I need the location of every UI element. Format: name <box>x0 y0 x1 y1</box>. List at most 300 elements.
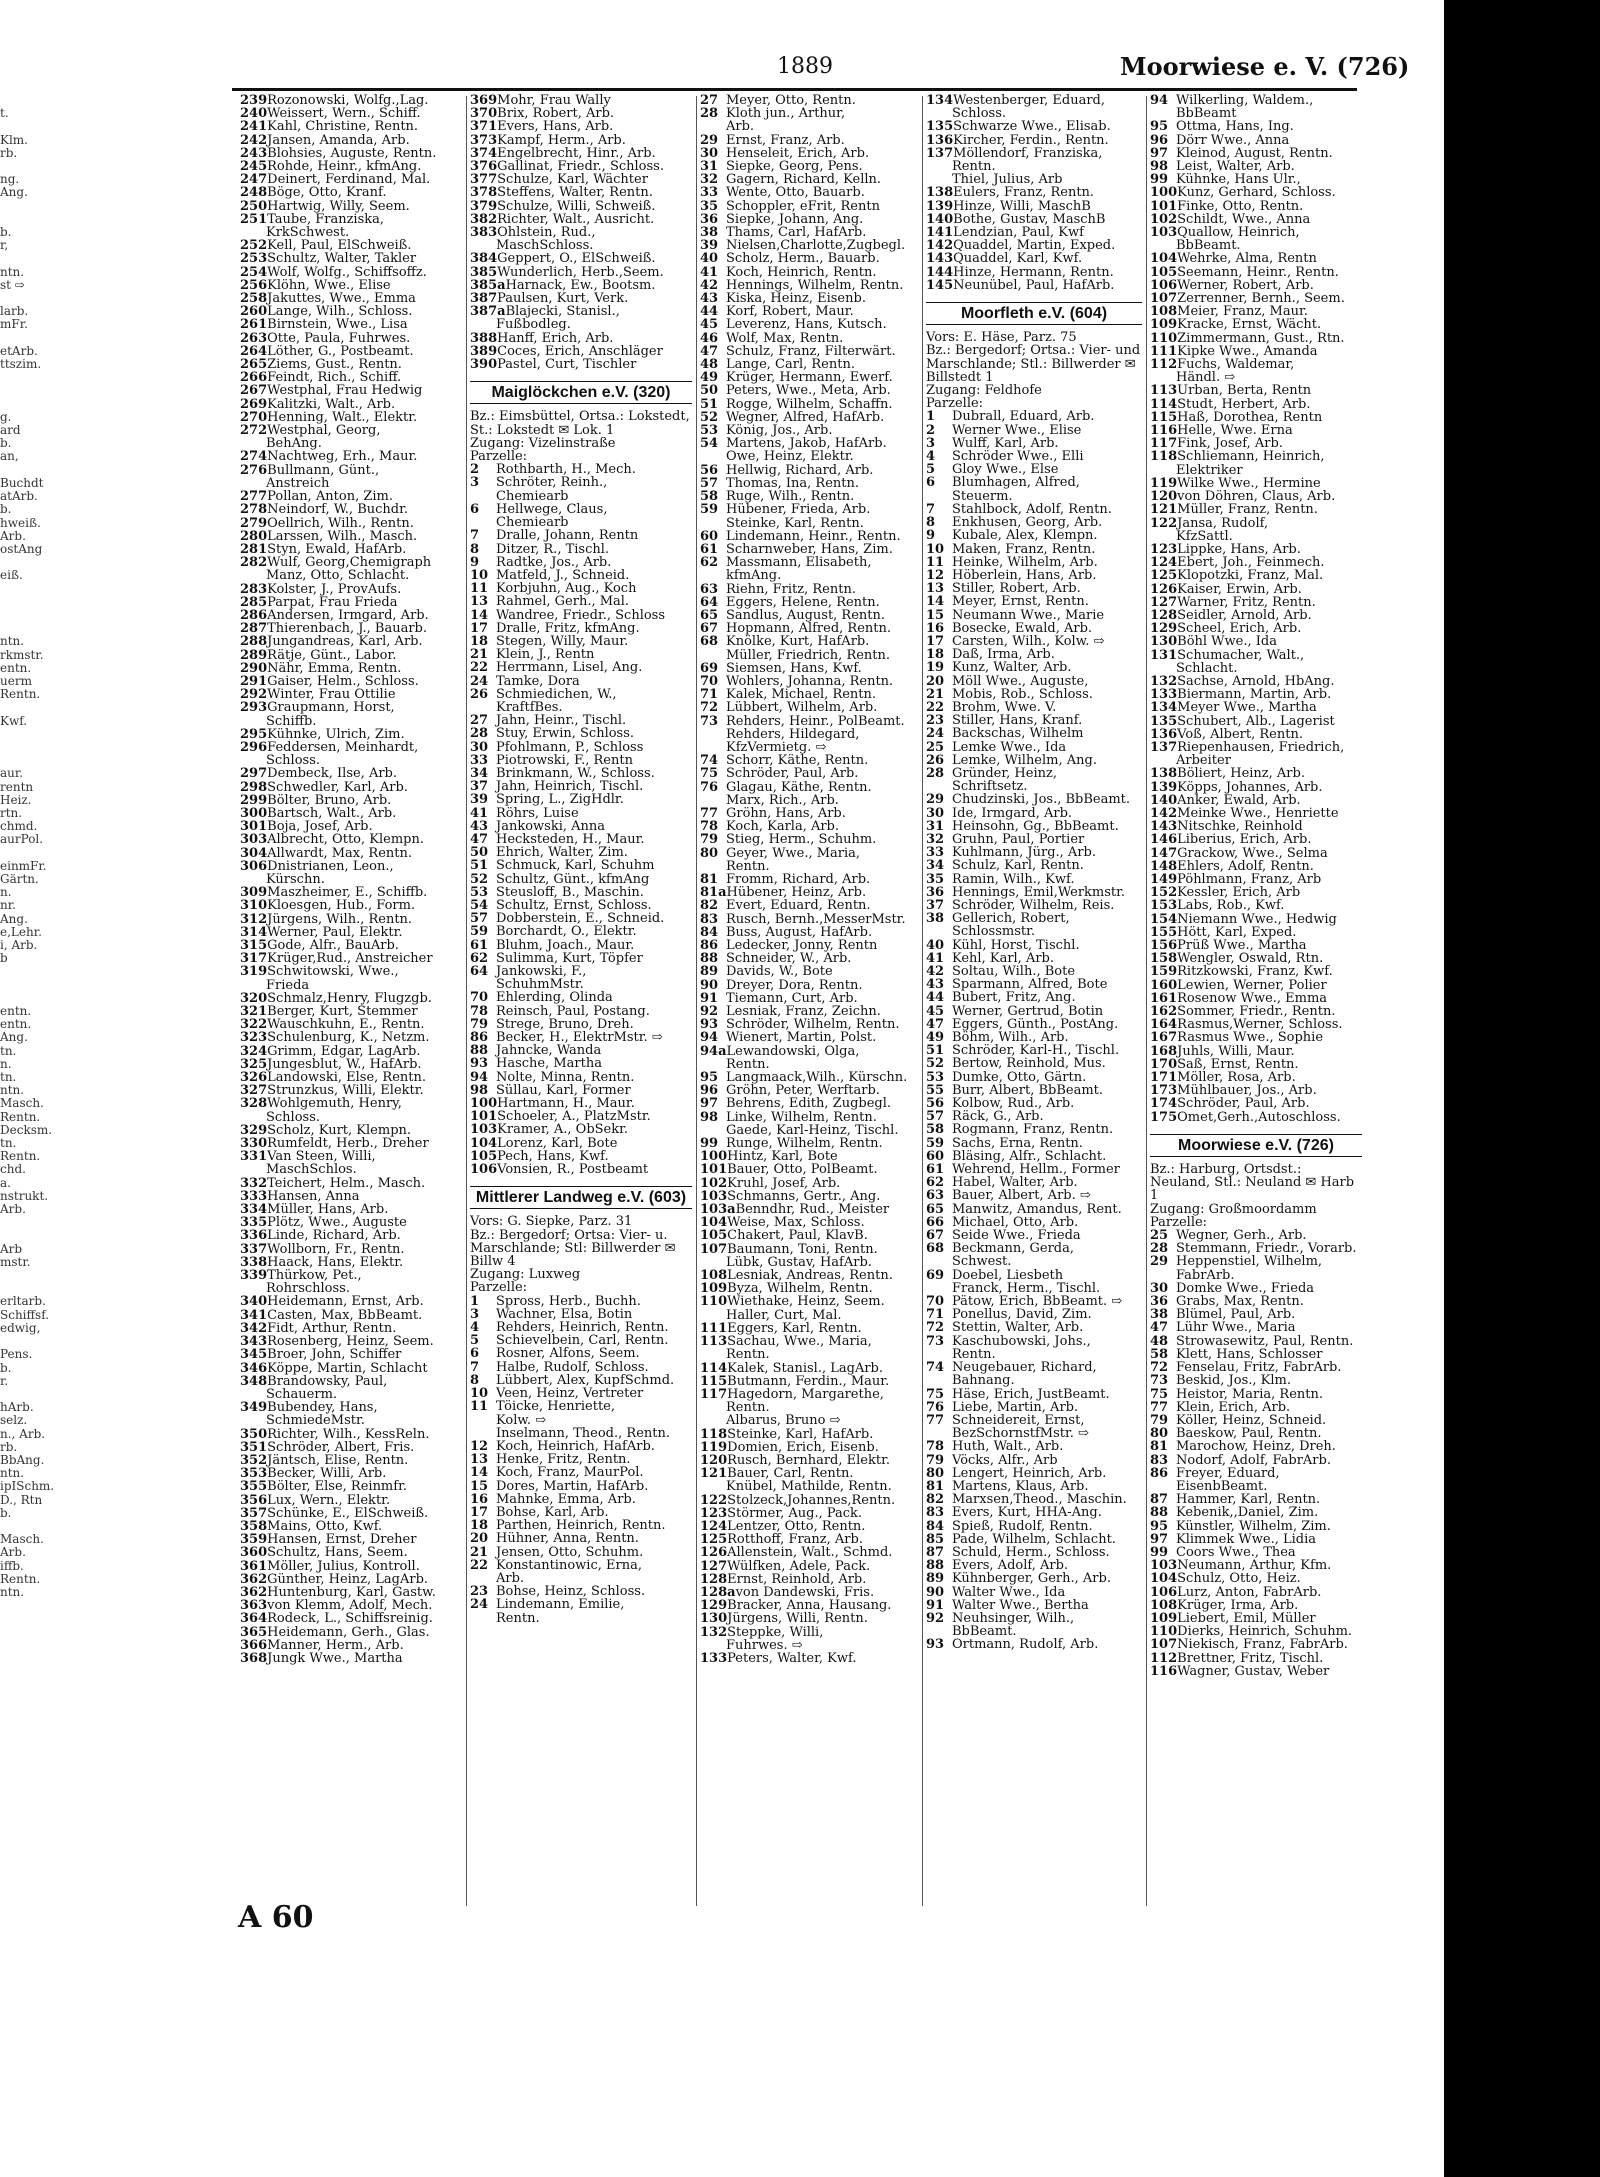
entry-text: Habel, Walter, Arb. <box>952 1175 1078 1191</box>
entry-text: Wülfken, Adele, Pack. <box>727 1558 871 1574</box>
section-title-mittlerer-landweg: Mittlerer Landweg e.V. (603) <box>470 1186 692 1209</box>
entry-text: Hött, Karl, Exped. <box>1177 924 1297 940</box>
strip-fragment: hweiß. <box>0 515 41 530</box>
parcel-number: 81a <box>700 885 727 901</box>
parcel-number: 17 <box>926 633 945 649</box>
entry-text: Fromm, Richard, Arb. <box>726 871 871 887</box>
parcel-number: 127 <box>700 1558 728 1574</box>
parcel-number: 2 <box>470 462 480 478</box>
entry-text: Maken, Franz, Rentn. <box>952 541 1096 557</box>
entry-text: Lentzer, Otto, Rentn. <box>727 1518 866 1534</box>
entry-text: Lewandowski, Olga, <box>726 1043 860 1059</box>
parcel-number: 320 <box>240 990 268 1006</box>
entry-text: Radtke, Jos., Arb. <box>496 554 612 570</box>
entry-text: Strege, Bruno, Dreh. <box>496 1016 634 1032</box>
parcel-number: 332 <box>240 1175 268 1191</box>
parcel-number: 127 <box>1150 594 1178 610</box>
entry-text: Siemsen, Hans, Kwf. <box>726 660 862 676</box>
entry-text: Becker, Willi, Arb. <box>267 1466 387 1482</box>
parcel-number: 83 <box>926 1505 945 1521</box>
parcel-number: 330 <box>240 1136 268 1152</box>
entry-text: Bubendey, Hans, <box>267 1400 378 1416</box>
entry-text: Rentn. <box>726 858 770 874</box>
parcel-number: 133 <box>1150 687 1178 703</box>
entry-text: Matfeld, J., Schneid. <box>496 567 630 583</box>
entry-text: Hansen, Ernst, Dreher <box>267 1532 417 1548</box>
entry-text: Pollan, Anton, Zim. <box>267 489 393 505</box>
entry-text: Richter, Walt., Ausricht. <box>497 211 655 227</box>
entry-text: Pfohlmann, P., Schloss <box>496 739 644 755</box>
column-4 <box>926 94 1142 1652</box>
strip-fragment: tn. <box>0 1070 17 1085</box>
entry-text: Kloesgen, Hub., Form. <box>267 898 416 914</box>
parcel-number: 96 <box>1150 132 1169 148</box>
entry-text: Inselmann, Theod., Rentn. <box>496 1425 670 1441</box>
entry-text: Rasmus,Werner, Schloss. <box>1177 1017 1343 1033</box>
parcel-number: 88 <box>1150 1505 1169 1521</box>
entry-text: FabrArb. <box>1176 1267 1235 1283</box>
entry-text: Wauschkuhn, E., Rentn. <box>267 1017 425 1033</box>
entry-text: Rusch, Bernh.,MesserMstr. <box>726 911 906 927</box>
parcel-number: 28 <box>470 726 489 742</box>
entry-text: Wente, Otto, Bauarb. <box>726 185 865 201</box>
entry-text: Sulimma, Kurt, Töpfer <box>496 950 643 966</box>
parcel-number: 54 <box>700 436 719 452</box>
parcel-number: 336 <box>240 1228 268 1244</box>
entry-text: Ebert, Joh., Feinmech. <box>1177 555 1325 571</box>
parcel-number: 168 <box>1150 1043 1178 1059</box>
entry-text: Heidemann, Gerh., Glas. <box>267 1624 430 1640</box>
parcel-number: 30 <box>1150 1280 1169 1296</box>
entry-text: Bohse, Heinz, Schloss. <box>496 1584 646 1600</box>
entry-text: Krüger, Irma, Arb. <box>1177 1597 1299 1613</box>
entry-text: Bauer, Carl, Rentn. <box>727 1466 854 1482</box>
entry-text: Ledecker, Jonny, Rentn <box>726 938 878 953</box>
parcel-number: 41 <box>470 805 489 821</box>
entry-text: Harnack, Ew., Bootsm. <box>505 277 656 293</box>
parcel-number: 362 <box>240 1571 268 1587</box>
parcel-number: 108 <box>700 1268 728 1284</box>
parcel-number: 117 <box>1150 436 1178 452</box>
parcel-number: 29 <box>700 132 719 148</box>
entry-text: Manz, Otto, Schlacht. <box>266 568 410 584</box>
entry-text: Seide Wwe., Frieda <box>952 1228 1081 1244</box>
parcel-number: 314 <box>240 924 268 940</box>
parcel-number: 281 <box>240 541 268 557</box>
entry-text: Ernst, Reinhold, Arb. <box>727 1571 867 1587</box>
entry-text: Rahmel, Gerh., Mal. <box>496 594 630 610</box>
entry-text: Krüger, Hermann, Ewerf. <box>726 370 893 386</box>
entry-text: Fidt, Arthur, Rentn. <box>267 1320 397 1336</box>
entry-text: Maszheimer, E., Schiffb. <box>267 885 428 901</box>
entry-text: Borchardt, O., Elektr. <box>496 924 637 940</box>
parcel-number: 101 <box>470 1109 498 1125</box>
parcel-number: 45 <box>700 317 719 333</box>
entry-text: Schriftsetz. <box>952 779 1028 795</box>
parcel-number: 47 <box>470 831 489 847</box>
entry-text: Stuy, Erwin, Schloss. <box>496 726 635 742</box>
entry-text: Löther, G., Postbeamt. <box>267 343 414 359</box>
parcel-number: 337 <box>240 1241 268 1257</box>
entry-text: Pätow, Erich, BbBeamt. ⇨ <box>952 1294 1123 1310</box>
parcel-number: 136 <box>1150 726 1178 742</box>
entry-text: Grackow, Wwe., Selma <box>1177 845 1328 861</box>
parcel-number: 24 <box>470 1597 489 1613</box>
entry-text: Rentn. <box>726 1347 770 1363</box>
entry-text: Ritzkowski, Franz, Kwf. <box>1177 964 1333 980</box>
parcel-number: 86 <box>470 1030 489 1046</box>
entry-text: Grimm, Edgar, LagArb. <box>267 1043 421 1059</box>
section-info: Bz.: Harburg, Ortsdst.: Neuland, Stl.: Neuland ✉ Harb 1 <box>1150 1162 1355 1204</box>
entry-text: Werner Wwe., Elise <box>952 422 1082 438</box>
list-item <box>240 1652 462 1665</box>
strip-fragment <box>0 1269 40 1282</box>
strip-fragment: eiß. <box>0 568 23 583</box>
entry-text: Herrmann, Lisel, Ang. <box>496 660 643 676</box>
parcel-number: 126 <box>700 1545 728 1561</box>
entry-text: Gellerich, Robert, <box>952 911 1070 927</box>
parcel-number: 328 <box>240 1096 268 1112</box>
parcel-number: 42 <box>926 964 945 979</box>
entry-text: Byza, Wilhelm, Rentn. <box>727 1281 873 1297</box>
entry-text: Spross, Herb., Buchh. <box>496 1293 641 1309</box>
entry-text: Mobis, Rob., Schloss. <box>952 686 1093 702</box>
parcel-number: 21 <box>470 647 489 663</box>
parcel-number: 106 <box>470 1162 498 1178</box>
strip-fragment <box>0 583 40 596</box>
entry-text: Omet,Gerh.,Autoschloss. <box>1177 1109 1341 1125</box>
entry-text: Glagau, Käthe, Rentn. <box>726 779 872 795</box>
parcel-number: 331 <box>240 1149 268 1165</box>
parcel-number: 8 <box>926 515 936 531</box>
entry-text: Thiel, Julius, Arb <box>952 172 1063 188</box>
parcel-number: 384 <box>470 251 498 267</box>
strip-fragment: ntn. <box>0 1083 25 1098</box>
parcel-number: 55 <box>926 1082 945 1098</box>
parcel-number: 126 <box>1150 581 1178 597</box>
parcel-number: 44 <box>926 990 945 1006</box>
parcel-number: 326 <box>240 1070 268 1086</box>
entry-text: Hansen, Anna <box>267 1188 360 1204</box>
entry-text: Oellrich, Wilh., Rentn. <box>267 515 414 531</box>
parcel-number: 122 <box>700 1492 728 1508</box>
entry-text: Feindt, Rich., Schiff. <box>267 370 402 386</box>
entry-text: Lange, Carl, Rentn. <box>726 357 855 373</box>
entry-text: Kipke Wwe., Amanda <box>1177 343 1318 359</box>
entry-text: SchuhmMstr. <box>496 977 584 993</box>
entries-moorfleth <box>926 410 1142 1651</box>
entry-text: Ehlers, Adolf, Rentn. <box>1177 858 1314 874</box>
parcel-number: 76 <box>926 1399 945 1415</box>
parcel-number: 256 <box>240 277 268 293</box>
entry-text: Owe, Heinz, Elektr. <box>726 449 854 465</box>
parcel-number: 304 <box>240 845 268 861</box>
entry-text: Kehl, Karl, Arb. <box>952 950 1055 966</box>
entry-text: KrkSchwest. <box>266 225 350 241</box>
entry-text: Lippke, Hans, Arb. <box>1177 541 1301 557</box>
entry-text: Broer, John, Schiffer <box>267 1347 402 1363</box>
parcel-number: 129 <box>1150 621 1178 637</box>
parcel-number: 62 <box>926 1175 945 1191</box>
entry-text: Steinke, Karl, HafArb. <box>727 1426 874 1442</box>
entry-text: Juhls, Willi, Maur. <box>1177 1043 1295 1059</box>
entry-text: Chakert, Paul, KlavB. <box>727 1228 868 1244</box>
section-zugang: Zugang: Luxweg <box>470 1267 581 1283</box>
entries-mittlerer-landweg <box>470 1295 692 1625</box>
parcel-number: 71 <box>926 1307 945 1323</box>
entry-text: Schulenburg, K., Netzm. <box>267 1030 430 1046</box>
entry-text: Schorr, Käthe, Rentn. <box>726 753 869 769</box>
parcel-number: 119 <box>1150 475 1178 491</box>
strip-fragment: D., Rtn <box>0 1492 43 1507</box>
entry-text: Rotthoff, Franz, Arb. <box>727 1532 863 1548</box>
parcel-number: 109 <box>700 1281 728 1297</box>
entry-text: Gallinat, Friedr., Schloss. <box>497 159 664 175</box>
entry-text: Nähr, Emma, Rentn. <box>267 660 402 676</box>
section-zugang: Zugang: Großmoordamm <box>1150 1201 1317 1217</box>
parcel-number: 242 <box>240 132 268 148</box>
parcel-number: 52 <box>700 409 719 425</box>
parcel-number: 342 <box>240 1320 268 1336</box>
entry-text: Kühnke, Hans Ulr., <box>1176 172 1301 188</box>
entry-text: Blumhagen, Alfred, <box>952 475 1080 491</box>
entry-text: Koch, Karla, Arb. <box>726 819 840 835</box>
parcel-number: 79 <box>1150 1412 1169 1428</box>
entry-text: Ponellus, David, Zim. <box>952 1307 1092 1323</box>
entry-text: Koch, Heinrich, HafArb. <box>496 1438 655 1454</box>
parcel-number: 99 <box>1150 172 1169 188</box>
entry-text: Biermann, Martin, Arb. <box>1177 687 1332 703</box>
parcel-number: 60 <box>700 528 719 544</box>
entry-text: Töicke, Henriette, <box>496 1399 616 1415</box>
parcel-number: 99 <box>1150 1544 1169 1560</box>
entry-text: Wehrend, Hellm., Former <box>952 1162 1120 1178</box>
entry-text: Hecksteden, H., Maur. <box>496 831 645 847</box>
entry-text: Heistor, Maria, Rentn. <box>1176 1386 1323 1402</box>
entry-text: Jürgens, Willi, Rentn. <box>727 1611 868 1627</box>
entry-text: Rodeck, L., Schiffsreinig. <box>267 1611 433 1627</box>
entry-text: Sandlus, August, Rentn. <box>726 607 886 623</box>
parcel-number: 128 <box>700 1571 728 1587</box>
entry-text: Schloss. <box>266 753 321 769</box>
parcel-number: 285 <box>240 594 268 610</box>
entry-text: Thams, Carl, HafArb. <box>726 225 867 241</box>
parcel-number: 103 <box>1150 1558 1178 1574</box>
parcel-number: 50 <box>700 383 719 399</box>
list-item <box>470 1163 692 1176</box>
entry-text: Domke Wwe., Frieda <box>1176 1280 1315 1296</box>
entry-text: Jakuttes, Wwe., Emma <box>267 291 416 307</box>
strip-fragment: ng. <box>0 172 20 187</box>
strip-fragment <box>0 398 40 411</box>
entry-text: Dierks, Heinrich, Schuhm. <box>1177 1624 1353 1640</box>
parcel-number: 310 <box>240 898 268 914</box>
entry-text: Richter, Wilh., KessReln. <box>267 1426 430 1442</box>
parcel-number: 121 <box>700 1466 728 1482</box>
entry-text: Rehders, Heinr., PolBeamt. <box>726 713 905 729</box>
entry-text: SchmiedeMstr. <box>266 1413 365 1429</box>
strip-fragment: Kwf. <box>0 713 28 728</box>
entry-text: Stiller, Hans, Kranf. <box>952 713 1083 729</box>
entry-text: Rentn. <box>726 1400 770 1416</box>
parcel-number: 91 <box>700 990 719 1006</box>
parcel-number: 374 <box>470 145 498 161</box>
parcel-number: 258 <box>240 291 268 307</box>
adjacent-page-strip <box>0 94 55 1599</box>
entry-text: Marochow, Heinz, Dreh. <box>1176 1439 1336 1455</box>
entry-text: Bosecke, Ewald, Arb. <box>952 620 1093 636</box>
entry-text: Arb. <box>726 119 755 135</box>
parcel-number: 317 <box>240 951 268 967</box>
entry-text: Landowski, Else, Rentn. <box>267 1070 427 1086</box>
entry-text: Ortmann, Rudolf, Arb. <box>952 1637 1099 1653</box>
entry-text: Kloth jun., Arthur, <box>726 106 846 122</box>
entry-text: Westenberger, Eduard, <box>953 93 1105 108</box>
entry-text: Huth, Walt., Arb. <box>952 1439 1064 1455</box>
entry-text: Steffens, Walter, Rentn. <box>497 185 653 201</box>
entry-text: Werner, Gertrud, Botin <box>952 1003 1104 1019</box>
entry-text: Bullmann, Günt., <box>267 462 380 478</box>
parcel-number: 22 <box>926 699 945 715</box>
strip-fragment: Ang. <box>0 911 28 926</box>
parcel-number: 64 <box>470 964 489 979</box>
entry-text: Kircher, Ferdin., Rentn. <box>953 132 1109 148</box>
parcel-number: 115 <box>700 1373 728 1389</box>
parcel-number: 174 <box>1150 1096 1178 1112</box>
parcel-number: 30 <box>700 145 719 161</box>
entry-text: Ziems, Gust., Rentn. <box>267 357 402 373</box>
strip-fragment <box>0 847 40 860</box>
entry-text: Ohlstein, Rud., <box>497 225 596 241</box>
strip-fragment: Ang. <box>0 1030 28 1045</box>
entry-text: Rogmann, Franz, Rentn. <box>952 1122 1114 1138</box>
parcel-number: 16 <box>470 1491 489 1507</box>
parcel-number: 105 <box>470 1148 498 1164</box>
entry-text: Schmiedichen, W., <box>496 686 617 702</box>
entry-text: Seidler, Arnold, Arb. <box>1177 607 1312 623</box>
parcel-number: 70 <box>700 673 719 689</box>
parcel-number: 349 <box>240 1400 268 1416</box>
strip-fragment: Arb. <box>0 528 26 543</box>
header-rule <box>232 88 1357 91</box>
parcel-number: 154 <box>1150 911 1178 927</box>
entry-text: Martens, Jakob, HafArb. <box>726 436 887 452</box>
entry-text: Rusch, Bernhard, Elektr. <box>727 1452 891 1468</box>
strip-fragment <box>0 728 40 741</box>
entry-text: Klein, Erich, Arb. <box>1176 1399 1291 1415</box>
parcel-number: 47 <box>700 343 719 359</box>
parcel-number: 141 <box>926 225 954 241</box>
parcel-number: 145 <box>926 277 954 293</box>
parcel-number: 31 <box>926 818 945 834</box>
parcel-number: 79 <box>470 1016 489 1032</box>
parcel-number: 53 <box>700 423 719 439</box>
entry-text: Butmann, Ferdin., Maur. <box>727 1373 890 1389</box>
parcel-number: 325 <box>240 1056 268 1072</box>
entry-text: Böhm, Wilh., Arb. <box>952 1030 1069 1046</box>
parcel-number: 32 <box>700 172 719 188</box>
entry-text: Häse, Erich, JustBeamt. <box>952 1386 1110 1402</box>
parcel-number: 81 <box>700 871 719 887</box>
parcel-number: 89 <box>926 1571 945 1587</box>
strip-fragment: Arb. <box>0 1545 26 1560</box>
entry-text: Lübbert, Wilhelm, Arb. <box>726 700 878 716</box>
entry-text: Marx, Rich., Arb. <box>726 792 839 808</box>
entry-text: Halbe, Rudolf, Schloss. <box>496 1359 649 1375</box>
strip-fragment <box>0 979 40 992</box>
parcel-number: 24 <box>926 726 945 742</box>
entry-text: BezSchornstfMstr. ⇨ <box>952 1426 1089 1442</box>
parcel-number: 93 <box>470 1056 489 1072</box>
parcel-number: 63 <box>926 1188 945 1204</box>
strip-fragment: st ⇨ <box>0 277 25 292</box>
entry-text: Stegen, Willy, Maur. <box>496 633 629 649</box>
parcel-number: 111 <box>700 1320 728 1336</box>
parcel-number: 170 <box>1150 1056 1178 1072</box>
parcel-number: 72 <box>700 700 719 716</box>
entry-text: Gruhn, Paul, Portier <box>952 831 1085 847</box>
parcel-number: 98 <box>1150 159 1169 175</box>
strip-fragment: Rentn. <box>0 687 41 702</box>
entry-text: Kracke, Ernst, Wächt. <box>1177 317 1322 333</box>
entry-text: Eggers, Helene, Rentn. <box>726 594 880 610</box>
entry-text: Teichert, Helm., Masch. <box>267 1175 426 1191</box>
entry-text: Wengler, Oswald, Rtn. <box>1177 951 1324 967</box>
entry-text: Sparmann, Alfred, Bote <box>952 977 1108 993</box>
entry-text: Röhrs, Luise <box>496 805 579 821</box>
entry-text: Werner, Paul, Elektr. <box>267 924 403 940</box>
entry-text: Ottma, Hans, Ing. <box>1176 119 1294 135</box>
entry-text: Gröhn, Hans, Arb. <box>726 805 846 821</box>
entry-text: Ehlerding, Olinda <box>496 990 613 1006</box>
parcel-number: 28 <box>926 765 945 781</box>
entry-text: Bölter, Else, Reinmfr. <box>267 1479 407 1495</box>
parcel-number: 99 <box>700 1136 719 1152</box>
entry-text: Rätje, Günt., Labor. <box>267 647 397 663</box>
entry-text: Pastel, Curt, Tischler <box>497 357 637 373</box>
parcel-number: 373 <box>470 132 498 148</box>
entry-text: Schlossmstr. <box>952 924 1036 940</box>
parcel-number: 12 <box>926 567 945 583</box>
parcel-number: 8 <box>470 1372 480 1388</box>
parcel-number: 61 <box>700 541 719 557</box>
entry-text: Lurz, Anton, FabrArb. <box>1177 1584 1322 1600</box>
entry-text: Räck, G., Arb. <box>952 1109 1044 1125</box>
entry-text: Sachs, Erna, Rentn. <box>952 1135 1083 1151</box>
parcel-number: 70 <box>470 990 489 1006</box>
entry-text: MaschSchlos. <box>266 1162 357 1178</box>
entry-text: Seemann, Heinr., Rentn. <box>1177 264 1339 280</box>
entry-text: Korf, Robert, Maur. <box>726 304 854 320</box>
parcel-number: 338 <box>240 1254 268 1270</box>
entry-text: Allwardt, Max, Rentn. <box>267 845 412 861</box>
strip-fragment: Rentn. <box>0 1571 41 1586</box>
parcel-number: 80 <box>1150 1426 1169 1442</box>
parcel-number: 59 <box>470 924 489 940</box>
parcel-number: 148 <box>1150 858 1178 874</box>
parcel-number: 49 <box>700 370 719 386</box>
entry-text: Dumke, Otto, Gärtn. <box>952 1069 1087 1085</box>
strip-fragment <box>0 332 40 345</box>
entry-text: Gagern, Richard, Kelln. <box>726 172 882 188</box>
parcel-number: 57 <box>700 475 719 491</box>
entry-text: Eggers, Günth., PostAng. <box>952 1016 1119 1032</box>
entry-text: Schoeler, A., PlatzMstr. <box>497 1109 651 1125</box>
strip-fragment: n. <box>0 885 12 900</box>
entry-text: Heppenstiel, Wilhelm, <box>1176 1254 1323 1270</box>
entry-text: Quallow, Heinrich, <box>1177 225 1300 241</box>
strip-fragment: b. <box>0 1360 12 1375</box>
